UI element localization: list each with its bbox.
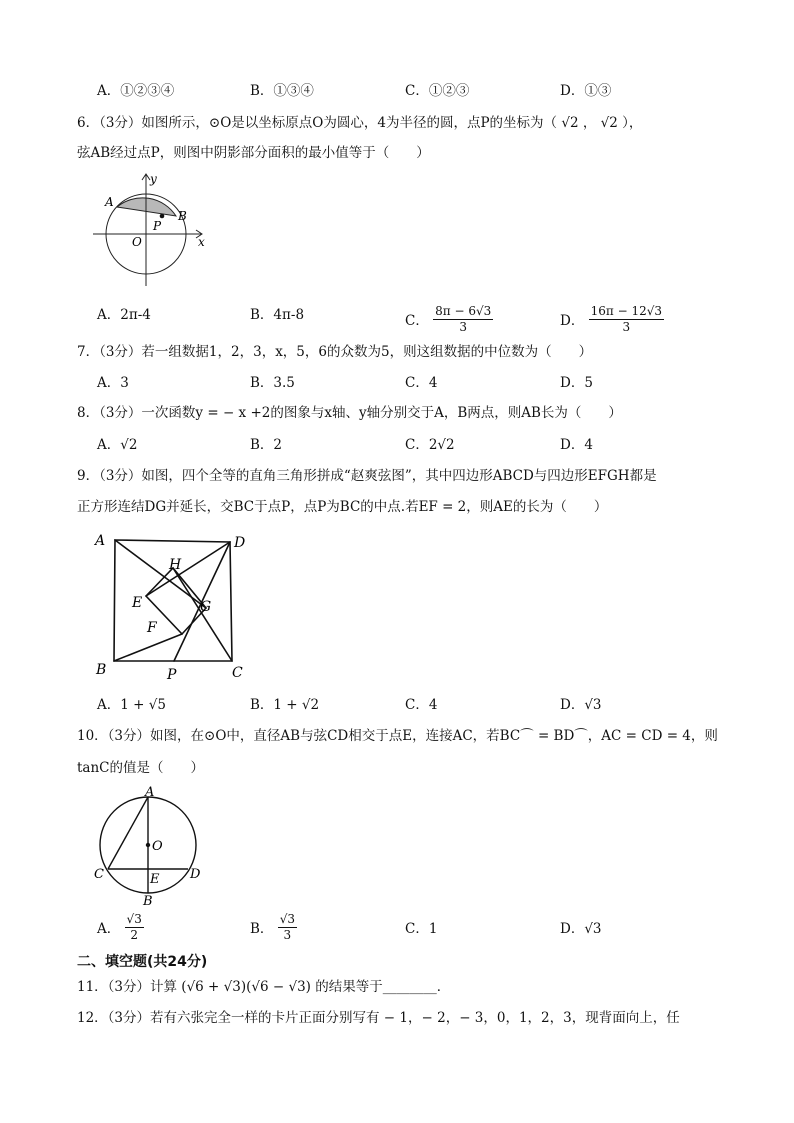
q10-option-b-prefix: B． <box>250 921 274 937</box>
q6-stem-line1: 6．（3分）如图所示，⊙O是以坐标原点O为圆心，4为半径的圆，点P的坐标为（ √2 ， √2 ）， <box>77 115 643 131</box>
q10-label-o: O <box>152 839 163 854</box>
q11-stem: 11．（3分）计算 (√6 + √3)(√6 − √3) 的结果等于________． <box>77 979 451 995</box>
q10-label-a: A <box>145 785 155 800</box>
q12-stem: 12．（3分）若有六张完全一样的卡片正面分别写有 − 1，− 2，− 3，0，1，2，3，现背面向上，任 <box>77 1010 680 1026</box>
q6-option-c-prefix: C． <box>405 313 429 329</box>
q6-label-a: A <box>105 195 114 209</box>
q9-option-a: A．1 + √5 <box>97 697 166 713</box>
q10-option-c: C．1 <box>405 921 438 937</box>
q6-point-p <box>160 214 165 219</box>
q6-label-b: B <box>178 209 187 223</box>
q6-label-o: O <box>132 235 142 249</box>
q10-option-b-denominator: 3 <box>283 928 292 942</box>
q9-option-d: D．√3 <box>560 697 602 713</box>
q10-circle-figure <box>88 783 212 907</box>
q6-label-p: P <box>153 219 162 233</box>
q10-option-d: D．√3 <box>560 921 602 937</box>
q10-option-b-numerator: √3 <box>279 912 295 926</box>
q10-label-d: D <box>190 867 201 882</box>
q10-label-c: C <box>94 867 104 882</box>
prev-option-b: B．①③④ <box>250 83 314 99</box>
q8-option-a: A．√2 <box>97 437 138 453</box>
q6-label-x: x <box>198 235 205 249</box>
q9-label-b: B <box>96 662 107 678</box>
q9-stem-line1: 9．（3分）如图，四个全等的直角三角形拼成“赵爽弦图”，其中四边形ABCD与四边形EFGH都是 <box>77 468 657 484</box>
q6-option-c <box>405 306 493 337</box>
q7-option-d: D．5 <box>560 375 593 391</box>
q8-option-c: C．2√2 <box>405 437 455 453</box>
q9-option-c: C．4 <box>405 697 438 713</box>
q7-stem: 7．（3分）若一组数据1，2，3，x，5，6的众数为5，则这组数据的中位数为（ ） <box>77 344 593 360</box>
q7-option-b: B．3.5 <box>250 375 295 391</box>
q10-option-a-denominator: 2 <box>130 928 138 942</box>
prev-option-c: C．①②③ <box>405 83 470 99</box>
q6-option-d-prefix: D． <box>560 313 585 329</box>
q6-option-a: A．2π-4 <box>97 307 151 323</box>
q6-option-c-numerator: 8π − 6√3 <box>435 304 492 318</box>
q8-option-b: B．2 <box>250 437 283 453</box>
q6-option-d <box>560 306 664 337</box>
q10-center-o <box>146 843 150 847</box>
q9-zhaoshuang-figure <box>90 528 250 688</box>
q10-stem-line1: 10．（3分）如图，在⊙O中，直径AB与弦CD相交于点E，连接AC，若BC⌒ = BD⌒，AC = CD = 4，则 <box>77 728 718 744</box>
q10-label-e: E <box>150 872 160 887</box>
q9-label-f: F <box>147 620 157 636</box>
q6-option-d-denominator: 3 <box>622 320 631 334</box>
q10-label-b: B <box>143 894 153 907</box>
q10-option-a-prefix: A． <box>97 921 121 937</box>
q8-stem: 8．（3分）一次函数y = − x +2的图象与x轴、y轴分别交于A，B两点，则AB长为（ ） <box>77 405 622 421</box>
q6-label-y: y <box>150 172 157 186</box>
q9-stem-line2: 正方形连结DG并延长，交BC于点P，点P为BC的中点.若EF = 2，则AE的长为（ ） <box>77 499 608 515</box>
q6-option-b: B．4π-8 <box>250 307 305 323</box>
q6-option-c-denominator: 3 <box>459 320 468 334</box>
q9-label-c: C <box>232 665 243 681</box>
q10-segment-ac <box>108 797 148 869</box>
q9-label-e: E <box>132 595 143 611</box>
q9-option-b: B．1 + √2 <box>250 697 320 713</box>
q6-circle-figure <box>88 168 213 290</box>
q7-option-a: A．3 <box>97 375 129 391</box>
q10-option-b <box>250 914 297 945</box>
q10-stem-line2: tanC的值是（ ） <box>77 760 204 776</box>
q6-stem-line2: 弦AB经过点P，则图中阴影部分面积的最小值等于（ ） <box>77 145 430 161</box>
q9-label-h: H <box>169 557 182 573</box>
q10-option-a-numerator: √3 <box>126 912 142 926</box>
q9-label-g: G <box>200 599 212 615</box>
q9-label-p: P <box>167 667 177 683</box>
q10-option-a <box>97 914 144 945</box>
prev-option-a: A．①②③④ <box>97 83 175 99</box>
q8-option-d: D．4 <box>560 437 593 453</box>
section-2-title: 二、填空题(共24分) <box>77 954 208 970</box>
q7-option-c: C．4 <box>405 375 438 391</box>
q9-label-a: A <box>95 533 106 549</box>
q6-option-d-numerator: 16π − 12√3 <box>590 304 663 318</box>
q9-label-d: D <box>234 535 246 551</box>
prev-option-d: D．①③ <box>560 83 612 99</box>
